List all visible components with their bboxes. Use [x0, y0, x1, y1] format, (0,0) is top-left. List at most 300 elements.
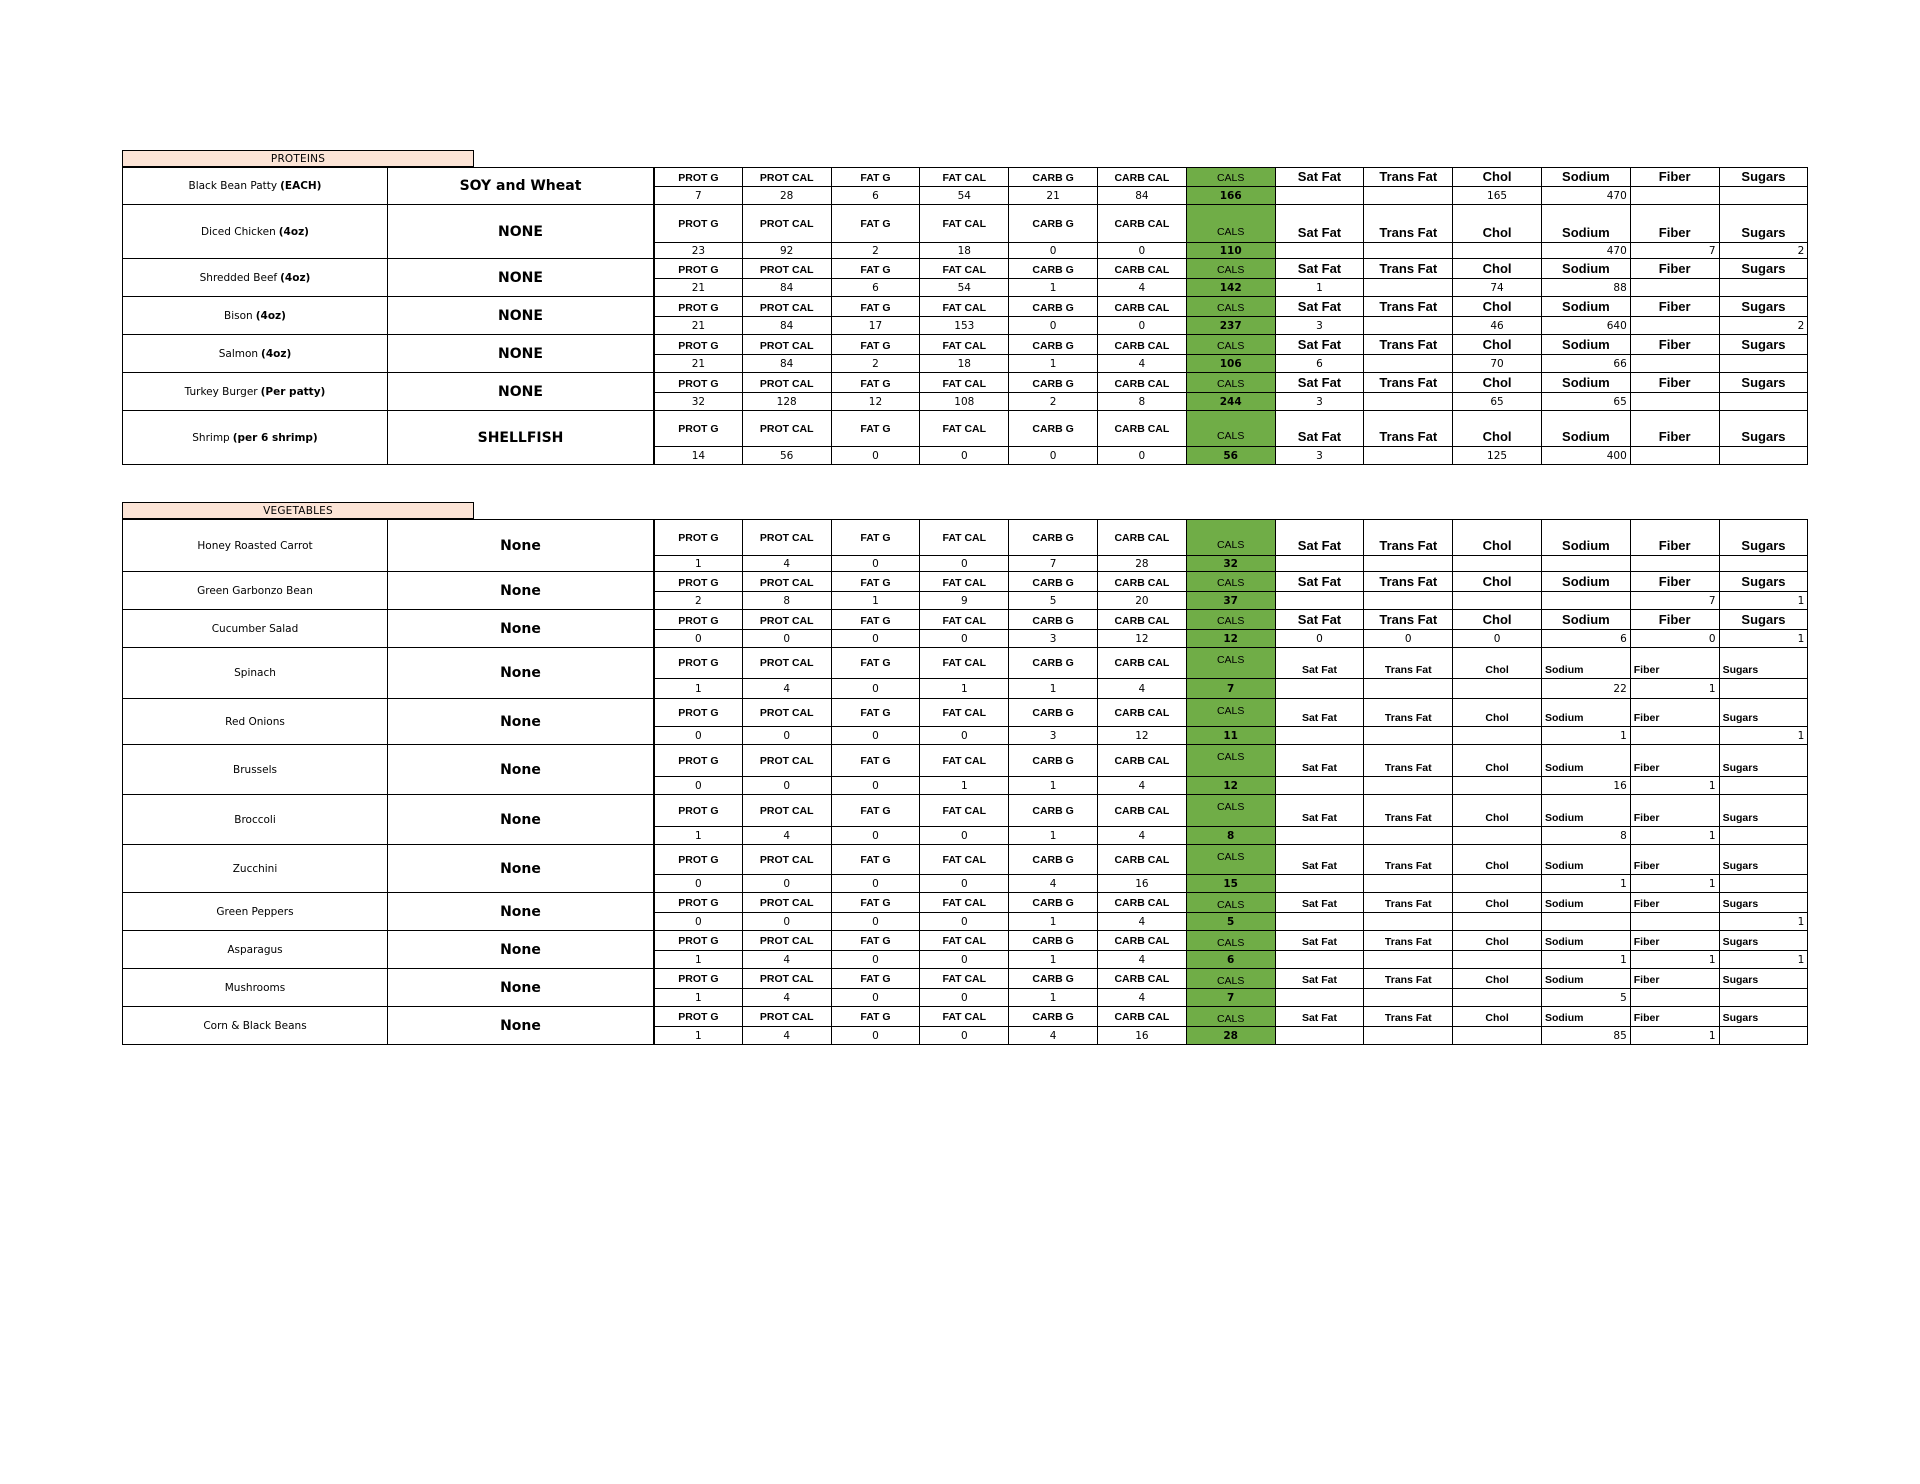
allergen-cell: None: [388, 845, 654, 893]
column-header: Sodium: [1542, 259, 1631, 279]
nutrition-value: 4: [1009, 1027, 1098, 1045]
proteins-section: [122, 150, 1808, 465]
column-header: CARB CAL: [1098, 205, 1187, 243]
column-header: FAT G: [832, 893, 921, 913]
column-header: Sat Fat: [1276, 205, 1365, 243]
nutrition-value: 2: [832, 243, 921, 259]
nutrition-value: 4: [1098, 679, 1187, 699]
food-row: [122, 167, 1808, 205]
food-name-cell: [122, 259, 388, 297]
column-header: Fiber: [1631, 572, 1720, 592]
nutrition-value: [1453, 679, 1542, 699]
nutrition-value: 1: [1009, 355, 1098, 373]
column-header: Trans Fat: [1364, 205, 1453, 243]
column-header: Sugars: [1720, 969, 1809, 989]
nutrition-value: 92: [743, 243, 832, 259]
column-header: Sugars: [1720, 259, 1809, 279]
nutrition-value: [1364, 317, 1453, 335]
food-row: [122, 931, 1808, 969]
nutrition-value: 4: [1098, 951, 1187, 969]
column-header: Sodium: [1542, 335, 1631, 355]
nutrition-value: 110: [1187, 243, 1276, 259]
nutrition-value: [1276, 727, 1365, 745]
column-header: Sat Fat: [1276, 519, 1365, 556]
column-header: FAT CAL: [920, 519, 1009, 556]
column-header: FAT CAL: [920, 411, 1009, 447]
nutrition-value: 46: [1453, 317, 1542, 335]
nutrition-value: [1720, 393, 1809, 411]
nutrition-value: [1542, 592, 1631, 610]
nutrition-value: 1: [1720, 727, 1809, 745]
column-header: FAT CAL: [920, 572, 1009, 592]
column-header: PROT CAL: [743, 259, 832, 279]
column-header: Sodium: [1542, 795, 1631, 827]
column-header: Chol: [1453, 167, 1542, 187]
nutrition-value: 1: [1631, 951, 1720, 969]
column-header: Chol: [1453, 893, 1542, 913]
nutrition-value: 0: [1098, 447, 1187, 465]
column-header: Sodium: [1542, 893, 1631, 913]
nutrition-value: 0: [920, 989, 1009, 1007]
column-header: Sodium: [1542, 610, 1631, 630]
column-header: Sugars: [1720, 1007, 1809, 1027]
food-portion: (Per patty): [260, 385, 326, 398]
nutrition-value: 1: [1009, 827, 1098, 845]
nutrition-value: [1364, 951, 1453, 969]
column-header: CARB G: [1009, 610, 1098, 630]
food-row: [122, 969, 1808, 1007]
column-header: Fiber: [1631, 969, 1720, 989]
food-portion: (4oz): [280, 271, 311, 284]
column-header: FAT CAL: [920, 335, 1009, 355]
column-header: Sat Fat: [1276, 893, 1365, 913]
nutrition-value: [1631, 556, 1720, 572]
nutrition-value: 640: [1542, 317, 1631, 335]
column-header: PROT G: [654, 519, 743, 556]
food-row: [122, 845, 1808, 893]
nutrition-value: 28: [1098, 556, 1187, 572]
nutrition-value: [1631, 355, 1720, 373]
nutrition-value: 0: [920, 556, 1009, 572]
column-header: Trans Fat: [1364, 795, 1453, 827]
nutrition-value: 0: [832, 727, 921, 745]
column-header: CALS: [1187, 795, 1276, 827]
column-header: CARB CAL: [1098, 335, 1187, 355]
food-row: [122, 335, 1808, 373]
nutrition-value: 1: [1009, 279, 1098, 297]
nutrition-value: 7: [1009, 556, 1098, 572]
column-header: Fiber: [1631, 259, 1720, 279]
allergen-cell: None: [388, 519, 654, 572]
nutrition-value: 23: [654, 243, 743, 259]
column-header: PROT G: [654, 1007, 743, 1027]
food-portion: (per 6 shrimp): [232, 431, 318, 444]
column-header: Chol: [1453, 373, 1542, 393]
nutrition-value: 1: [920, 777, 1009, 795]
column-header: Sodium: [1542, 699, 1631, 727]
nutrition-value: 5: [1187, 913, 1276, 931]
nutrition-value: 4: [1098, 827, 1187, 845]
column-header: Sodium: [1542, 411, 1631, 447]
column-header: PROT CAL: [743, 572, 832, 592]
nutrition-grid: [654, 969, 1808, 1007]
column-header: PROT G: [654, 699, 743, 727]
food-row: [122, 745, 1808, 795]
nutrition-value: [1364, 243, 1453, 259]
column-header: CALS: [1187, 648, 1276, 679]
column-header: FAT G: [832, 745, 921, 777]
nutrition-value: [1453, 727, 1542, 745]
food-name-cell: [122, 373, 388, 411]
column-header: CARB CAL: [1098, 648, 1187, 679]
food-name: Corn & Black Beans: [203, 1019, 307, 1032]
nutrition-value: 7: [654, 187, 743, 205]
allergen-cell: NONE: [388, 335, 654, 373]
column-header: FAT G: [832, 297, 921, 317]
column-header: FAT G: [832, 572, 921, 592]
nutrition-value: 0: [743, 777, 832, 795]
food-row: [122, 795, 1808, 845]
column-header: FAT CAL: [920, 259, 1009, 279]
column-header: PROT G: [654, 297, 743, 317]
food-name: Diced Chicken: [201, 225, 276, 238]
nutrition-value: 6: [1542, 630, 1631, 648]
nutrition-value: 0: [1453, 630, 1542, 648]
column-header: FAT CAL: [920, 1007, 1009, 1027]
nutrition-value: 84: [743, 355, 832, 373]
nutrition-value: [1364, 679, 1453, 699]
nutrition-value: 56: [743, 447, 832, 465]
column-header: Chol: [1453, 845, 1542, 875]
nutrition-value: 12: [1187, 630, 1276, 648]
nutrition-grid: [654, 519, 1808, 572]
column-header: CARB G: [1009, 373, 1098, 393]
nutrition-value: 4: [743, 951, 832, 969]
nutrition-value: [1276, 592, 1365, 610]
allergen-cell: None: [388, 969, 654, 1007]
column-header: CARB CAL: [1098, 745, 1187, 777]
nutrition-grid: [654, 373, 1808, 411]
nutrition-value: [1720, 827, 1809, 845]
nutrition-value: 15: [1187, 875, 1276, 893]
column-header: CALS: [1187, 931, 1276, 951]
food-row: [122, 893, 1808, 931]
food-name: Shrimp: [192, 431, 230, 444]
nutrition-value: 7: [1187, 989, 1276, 1007]
column-header: Sodium: [1542, 845, 1631, 875]
food-portion: (4oz): [278, 225, 309, 238]
food-name-cell: [122, 335, 388, 373]
column-header: Sugars: [1720, 411, 1809, 447]
nutrition-value: 11: [1187, 727, 1276, 745]
column-header: Fiber: [1631, 167, 1720, 187]
column-header: Chol: [1453, 259, 1542, 279]
food-name: Green Peppers: [216, 905, 294, 918]
column-header: PROT G: [654, 411, 743, 447]
column-header: PROT CAL: [743, 335, 832, 355]
nutrition-value: 4: [743, 1027, 832, 1045]
column-header: Trans Fat: [1364, 648, 1453, 679]
column-header: CARB G: [1009, 297, 1098, 317]
nutrition-value: 8: [1098, 393, 1187, 411]
allergen-cell: None: [388, 931, 654, 969]
column-header: CARB CAL: [1098, 572, 1187, 592]
nutrition-value: 1: [832, 592, 921, 610]
column-header: Sat Fat: [1276, 1007, 1365, 1027]
column-header: CARB CAL: [1098, 373, 1187, 393]
nutrition-value: [1453, 875, 1542, 893]
nutrition-value: 56: [1187, 447, 1276, 465]
food-row: [122, 519, 1808, 572]
column-header: Sugars: [1720, 297, 1809, 317]
column-header: CARB G: [1009, 745, 1098, 777]
column-header: Chol: [1453, 745, 1542, 777]
column-header: Chol: [1453, 205, 1542, 243]
column-header: CALS: [1187, 335, 1276, 355]
column-header: Trans Fat: [1364, 297, 1453, 317]
column-header: CARB G: [1009, 1007, 1098, 1027]
nutrition-value: 2: [1720, 317, 1809, 335]
nutrition-value: 0: [832, 875, 921, 893]
column-header: PROT G: [654, 795, 743, 827]
nutrition-grid: [654, 205, 1808, 259]
nutrition-value: 1: [654, 951, 743, 969]
nutrition-value: 16: [1098, 875, 1187, 893]
nutrition-value: 4: [743, 679, 832, 699]
nutrition-value: 84: [743, 279, 832, 297]
column-header: Sat Fat: [1276, 572, 1365, 592]
nutrition-value: 66: [1542, 355, 1631, 373]
nutrition-value: 12: [832, 393, 921, 411]
column-header: Trans Fat: [1364, 969, 1453, 989]
column-header: CARB CAL: [1098, 519, 1187, 556]
nutrition-value: 37: [1187, 592, 1276, 610]
column-header: PROT G: [654, 373, 743, 393]
food-name-cell: [122, 845, 388, 893]
column-header: CARB CAL: [1098, 411, 1187, 447]
food-portion: (4oz): [261, 347, 292, 360]
column-header: PROT G: [654, 572, 743, 592]
column-header: CARB CAL: [1098, 931, 1187, 951]
nutrition-grid: [654, 411, 1808, 465]
nutrition-value: 1: [1631, 827, 1720, 845]
column-header: CARB G: [1009, 931, 1098, 951]
column-header: Sat Fat: [1276, 373, 1365, 393]
food-name-cell: [122, 572, 388, 610]
nutrition-value: [1631, 989, 1720, 1007]
nutrition-grid: [654, 745, 1808, 795]
nutrition-value: 16: [1098, 1027, 1187, 1045]
column-header: PROT CAL: [743, 1007, 832, 1027]
nutrition-value: 88: [1542, 279, 1631, 297]
column-header: PROT CAL: [743, 373, 832, 393]
column-header: CALS: [1187, 1007, 1276, 1027]
allergen-cell: None: [388, 1007, 654, 1045]
nutrition-value: [1720, 875, 1809, 893]
column-header: FAT CAL: [920, 931, 1009, 951]
nutrition-value: 84: [743, 317, 832, 335]
nutrition-value: 0: [654, 777, 743, 795]
column-header: Chol: [1453, 1007, 1542, 1027]
column-header: PROT CAL: [743, 610, 832, 630]
food-name: Brussels: [233, 763, 277, 776]
nutrition-value: 5: [1542, 989, 1631, 1007]
column-header: Fiber: [1631, 205, 1720, 243]
column-header: Fiber: [1631, 699, 1720, 727]
nutrition-value: [1364, 355, 1453, 373]
nutrition-grid: [654, 1007, 1808, 1045]
nutrition-value: [1720, 777, 1809, 795]
column-header: Sat Fat: [1276, 699, 1365, 727]
nutrition-grid: [654, 610, 1808, 648]
nutrition-value: 0: [654, 913, 743, 931]
nutrition-grid: [654, 795, 1808, 845]
column-header: Sugars: [1720, 648, 1809, 679]
column-header: FAT G: [832, 969, 921, 989]
column-header: FAT G: [832, 610, 921, 630]
nutrition-value: [1276, 777, 1365, 795]
column-header: CARB G: [1009, 893, 1098, 913]
nutrition-value: [1276, 187, 1365, 205]
column-header: Trans Fat: [1364, 699, 1453, 727]
column-header: Trans Fat: [1364, 1007, 1453, 1027]
allergen-cell: SHELLFISH: [388, 411, 654, 465]
nutrition-value: [1276, 679, 1365, 699]
column-header: Sodium: [1542, 931, 1631, 951]
column-header: PROT G: [654, 745, 743, 777]
column-header: Sugars: [1720, 167, 1809, 187]
column-header: CARB CAL: [1098, 1007, 1187, 1027]
nutrition-value: 3: [1276, 447, 1365, 465]
nutrition-value: 0: [1276, 630, 1365, 648]
nutrition-value: 0: [832, 556, 921, 572]
nutrition-value: [1276, 913, 1365, 931]
column-header: Fiber: [1631, 335, 1720, 355]
column-header: Chol: [1453, 795, 1542, 827]
column-header: Sat Fat: [1276, 335, 1365, 355]
column-header: FAT G: [832, 205, 921, 243]
nutrition-value: 3: [1276, 393, 1365, 411]
column-header: CARB G: [1009, 845, 1098, 875]
nutrition-value: [1364, 913, 1453, 931]
allergen-cell: None: [388, 795, 654, 845]
column-header: CARB G: [1009, 335, 1098, 355]
column-header: CARB CAL: [1098, 845, 1187, 875]
column-header: Trans Fat: [1364, 519, 1453, 556]
nutrition-value: 1: [1009, 989, 1098, 1007]
column-header: PROT G: [654, 969, 743, 989]
nutrition-value: [1720, 187, 1809, 205]
column-header: PROT CAL: [743, 297, 832, 317]
nutrition-value: [1631, 913, 1720, 931]
column-header: FAT CAL: [920, 205, 1009, 243]
nutrition-value: 5: [1009, 592, 1098, 610]
nutrition-value: 1: [920, 679, 1009, 699]
nutrition-value: [1453, 1027, 1542, 1045]
food-name: Spinach: [234, 667, 276, 679]
column-header: Sat Fat: [1276, 297, 1365, 317]
column-header: Fiber: [1631, 893, 1720, 913]
nutrition-value: [1364, 989, 1453, 1007]
nutrition-value: [1276, 989, 1365, 1007]
column-header: Sugars: [1720, 519, 1809, 556]
column-header: Sugars: [1720, 610, 1809, 630]
nutrition-value: 0: [654, 875, 743, 893]
column-header: Chol: [1453, 648, 1542, 679]
column-header: Sat Fat: [1276, 411, 1365, 447]
nutrition-value: 21: [654, 355, 743, 373]
column-header: Fiber: [1631, 297, 1720, 317]
column-header: Sugars: [1720, 335, 1809, 355]
nutrition-value: 0: [832, 447, 921, 465]
nutrition-value: [1276, 243, 1365, 259]
column-header: Sodium: [1542, 969, 1631, 989]
column-header: Fiber: [1631, 411, 1720, 447]
nutrition-value: [1720, 279, 1809, 297]
column-header: Chol: [1453, 297, 1542, 317]
column-header: CARB G: [1009, 259, 1098, 279]
column-header: FAT G: [832, 519, 921, 556]
column-header: CALS: [1187, 745, 1276, 777]
column-header: Fiber: [1631, 610, 1720, 630]
nutrition-value: [1364, 1027, 1453, 1045]
food-name-cell: [122, 411, 388, 465]
column-header: Sat Fat: [1276, 969, 1365, 989]
nutrition-value: 12: [1098, 727, 1187, 745]
nutrition-value: 400: [1542, 447, 1631, 465]
nutrition-value: 0: [654, 727, 743, 745]
column-header: FAT G: [832, 373, 921, 393]
nutrition-value: 32: [1187, 556, 1276, 572]
nutrition-value: 0: [832, 827, 921, 845]
nutrition-grid: [654, 335, 1808, 373]
nutrition-value: 128: [743, 393, 832, 411]
column-header: Sugars: [1720, 572, 1809, 592]
column-header: Sugars: [1720, 205, 1809, 243]
column-header: FAT CAL: [920, 795, 1009, 827]
column-header: CALS: [1187, 259, 1276, 279]
nutrition-value: 1: [654, 556, 743, 572]
nutrition-value: 2: [1720, 243, 1809, 259]
nutrition-value: 14: [654, 447, 743, 465]
column-header: Sodium: [1542, 167, 1631, 187]
column-header: CALS: [1187, 893, 1276, 913]
food-name: Bison: [224, 309, 253, 322]
food-name-cell: [122, 205, 388, 259]
food-name-cell: [122, 699, 388, 745]
column-header: FAT CAL: [920, 893, 1009, 913]
nutrition-value: 54: [920, 187, 1009, 205]
column-header: Sat Fat: [1276, 745, 1365, 777]
column-header: Trans Fat: [1364, 335, 1453, 355]
nutrition-value: 0: [1098, 243, 1187, 259]
nutrition-value: 1: [1542, 951, 1631, 969]
food-row: [122, 610, 1808, 648]
food-row: [122, 648, 1808, 699]
column-header: Sugars: [1720, 373, 1809, 393]
column-header: CARB CAL: [1098, 610, 1187, 630]
column-header: Sugars: [1720, 845, 1809, 875]
nutrition-value: [1276, 556, 1365, 572]
column-header: Sodium: [1542, 1007, 1631, 1027]
nutrition-value: [1542, 556, 1631, 572]
column-header: Trans Fat: [1364, 893, 1453, 913]
column-header: Trans Fat: [1364, 373, 1453, 393]
allergen-cell: None: [388, 745, 654, 795]
nutrition-value: 54: [920, 279, 1009, 297]
column-header: CALS: [1187, 519, 1276, 556]
nutrition-value: 1: [1720, 951, 1809, 969]
